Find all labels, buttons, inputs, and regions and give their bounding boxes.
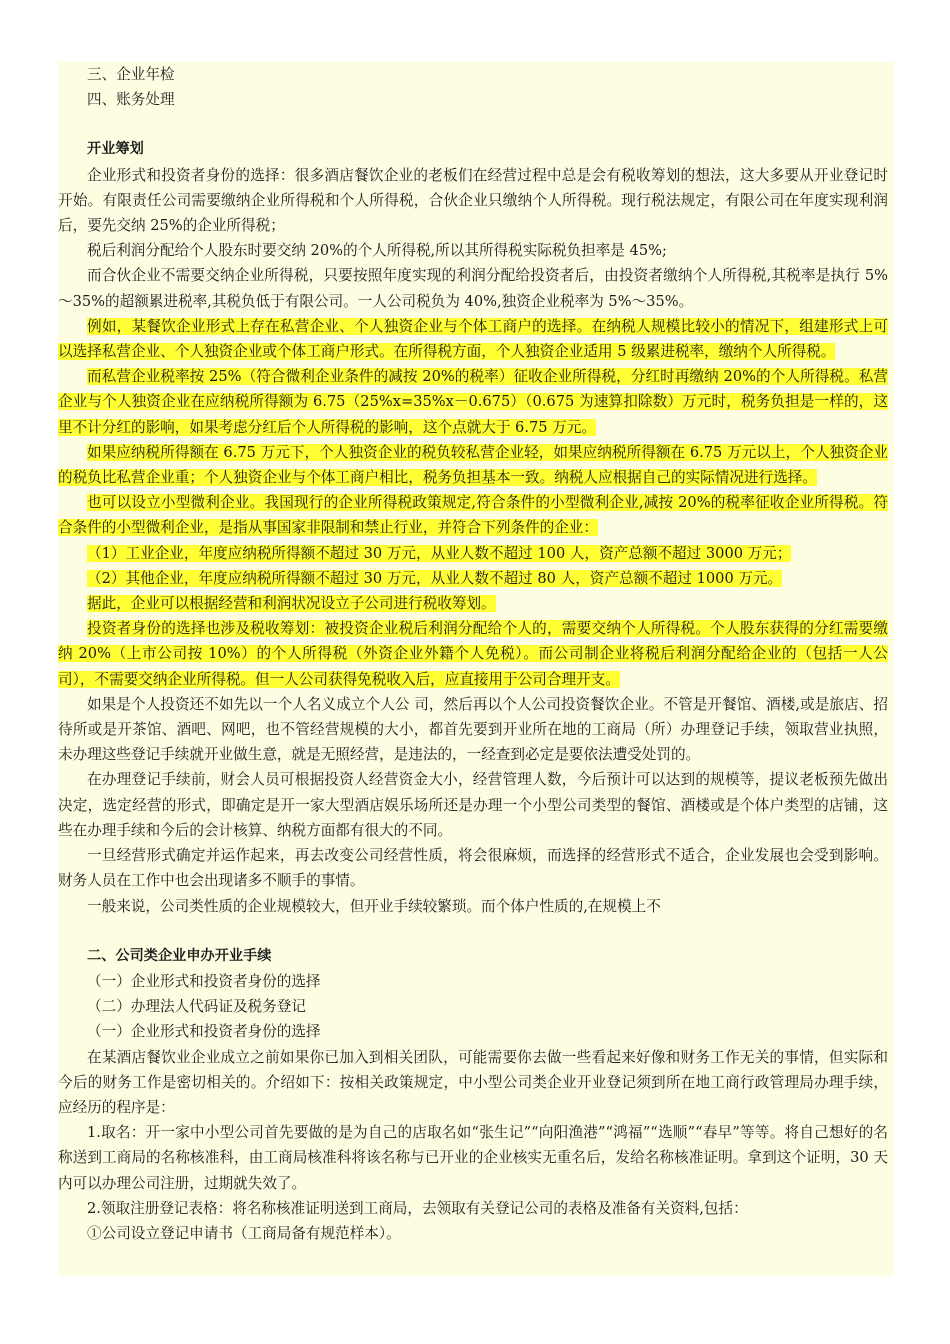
paragraph: 四、账务处理 (87, 91, 175, 109)
spacer (58, 919, 888, 944)
paragraph: 企业形式和投资者身份的选择：很多酒店餐饮企业的老板们在经营过程中总是会有税收筹划的想法，这大多要从开业登记时开始。有限责任公司需要缴纳企业所得税和个人所得税，合伙企业只缴纳个人所得税。现行税法规定，有限公司在年度实现利润后，要先交纳 25%的企业所得税； (58, 166, 888, 235)
highlighted-paragraph (58, 364, 888, 440)
highlighted-paragraph (58, 541, 888, 566)
highlighted-paragraph (58, 591, 888, 616)
highlight: 据此，企业可以根据经营和利润状况设立子公司进行税收筹划。 (87, 595, 496, 613)
list-item: （一）企业形式和投资者身份的选择 (87, 972, 321, 990)
paragraph: 2.领取注册登记表格：将名称核准证明送到工商局，去领取有关登记公司的表格及准备有关资料,包括： (87, 1199, 748, 1217)
paragraph: 一旦经营形式确定并运作起来，再去改变公司经营性质，将会很麻烦，而选择的经营形式不适合，企业发展也会受到影响。财务人员在工作中也会出现诸多不顺手的事情。 (58, 847, 888, 890)
highlighted-paragraph (58, 490, 888, 540)
highlight: 如果应纳税所得额在 6.75 万元下，个人独资企业的税负较私营企业轻，如果应纳税所得额在 6.75 万元以上，个人独资企业的税负比私营企业重；个人独资企业与个体工商户相比，税务负担基本一致。纳税人应根据自己的实际情况进行选择。 (58, 443, 888, 487)
paragraph: 一般来说，公司类性质的企业规模较大，但开业手续较繁琐。而个体户性质的,在规模上不 (87, 897, 661, 915)
highlighted-paragraph (58, 566, 888, 591)
highlight: 例如，某餐饮企业形式上存在私营企业、个人独资企业与个体工商户的选择。在纳税人规模比较小的情况下，组建形式上可以选择私营企业、个人独资企业或个体工商户形式。在所得税方面，个人独资企业适用 5 级累进税率，缴纳个人所得税。 (58, 317, 888, 361)
highlight: 而私营企业税率按 25%（符合微利企业条件的减按 20%的税率）征收企业所得税，分红时再缴纳 20%的个人所得税。私营企业与个人独资企业在应纳税所得额为 6.75（25%x=35%x－0.675）（0.675 为速算扣除数）万元时，税务负担是一样的，这里不计分红的影响，如果考虑分红后个人所得税的影响，这个点就大于 6.75 万元。 (58, 368, 888, 436)
paragraph: 在某酒店餐饮业企业成立之前如果你已加入到相关团队，可能需要你去做一些看起来好像和财务工作无关的事情，但实际和今后的财务工作是密切相关的。介绍如下：按相关政策规定，中小型公司类企业开业登记须到所在地工商行政管理局办理手续，应经历的程序是： (58, 1048, 888, 1116)
highlight: （1）工业企业，年度应纳税所得额不超过 30 万元，从业人数不超过 100 人，资产总额不超过 3000 万元； (87, 544, 792, 562)
paragraph: 如果是个人投资还不如先以一个人名义成立个人公 司，然后再以个人公司投资餐饮企业。不管是开餐馆、酒楼,或是旅店、招待所或是开茶馆、酒吧、网吧，也不管经营规模的大小，都首先要到开业所在地的工商局（所）办理登记手续，领取营业执照，未办理这些登记手续就开业做生意，就是无照经营，是违法的，一经查到必定是要依法遭受处罚的。 (58, 695, 888, 764)
highlighted-paragraph (58, 314, 888, 364)
list-item: （二）办理法人代码证及税务登记 (87, 998, 306, 1016)
paragraph: ①公司设立登记申请书（工商局备有规范样本）。 (87, 1224, 401, 1242)
highlight: （2）其他企业，年度应纳税所得额不超过 30 万元，从业人数不超过 80 人，资产总额不超过 1000 万元。 (87, 569, 783, 587)
section-heading: 二、公司类企业申办开业手续 (87, 947, 272, 964)
section-heading: 开业筹划 (87, 141, 144, 158)
highlight: 投资者身份的选择也涉及税收筹划：被投资企业税后利润分配给个人的，需要交纳个人所得税。个人股东获得的分红需要缴纳 20%（上市公司按 10%）的个人所得税（外资企业外籍个人免税）。而公司制企业将税后利润分配给企业的（包括一人公司），不需要交纳企业所得税。但一人公司获得免税收入后，应直接用于公司合理开支。 (58, 620, 888, 688)
paragraph: 在办理登记手续前，财会人员可根据投资人经营资金大小，经营管理人数，今后预计可以达到的规模等，提议老板预先做出决定，选定经营的形式，即确定是开一家大型酒店娱乐场所还是办理一个小型公司类型的餐馆、酒楼或是个体户类型的店铺，这些在办理手续和今后的会计核算、纳税方面都有很大的不同。 (58, 771, 888, 839)
highlighted-paragraph (58, 440, 888, 490)
list-item: （一）企业形式和投资者身份的选择 (87, 1023, 321, 1041)
paragraph: 三、企业年检 (87, 66, 175, 83)
document-page (58, 62, 894, 1276)
paragraph: 税后利润分配给个人股东时要交纳 20%的个人所得税,所以其所得税实际税负担率是 45%; (87, 242, 667, 260)
spacer (58, 112, 888, 137)
paragraph: 1.取名：开一家中小型公司首先要做的是为自己的店取名如“张生记”“向阳渔港”“鸿福”“选顺”“春早”等等。将自己想好的名称送到工商局的名称核准科，由工商局核准科将该名称与已开业的企业核实无重名后，发给名称核准证明。拿到这个证明，30 天内可以办理公司注册，过期就失效了。 (58, 1124, 888, 1192)
highlighted-paragraph (58, 616, 888, 692)
highlight: 也可以设立小型微利企业。我国现行的企业所得税政策规定,符合条件的小型微利企业,减按 20%的税率征收企业所得税。符合条件的小型微利企业，是指从事国家非限制和禁止行业，并符合下列条件的企业： (58, 494, 888, 537)
paragraph: 而合伙企业不需要交纳企业所得税，只要按照年度实现的利润分配给投资者后，由投资者缴纳个人所得税,其税率是执行 5%～35%的超额累进税率,其税负低于有限公司。一人公司税负为 40%,独资企业税率为 5%～35%。 (58, 267, 888, 310)
